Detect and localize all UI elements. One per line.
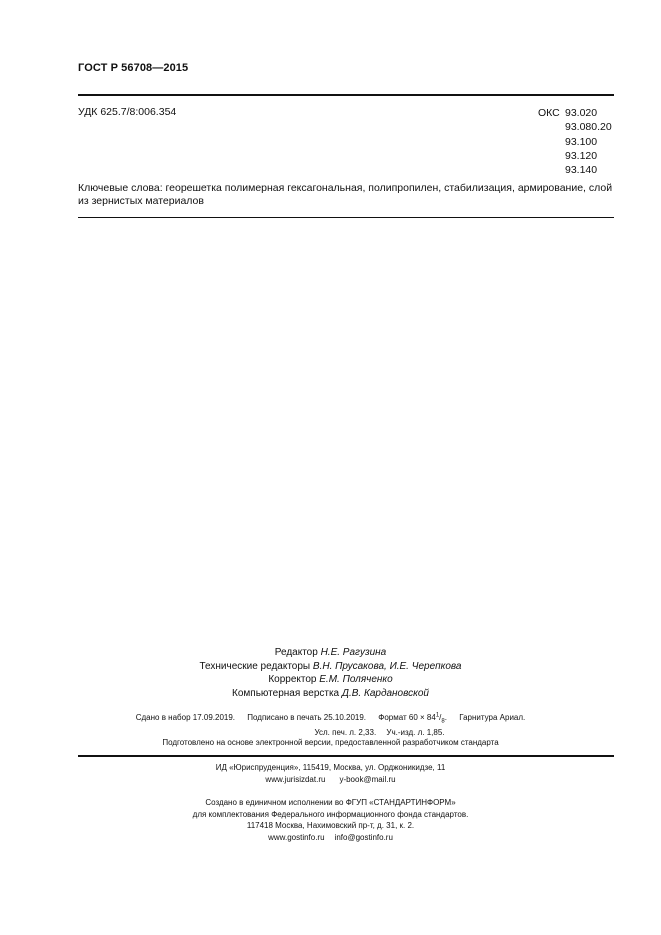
oks-code: 93.080.20 [565,121,612,134]
typeface: Гарнитура Ариал. [459,712,526,722]
submitted-date: Сдано в набор 17.09.2019. [135,712,236,722]
print-sheets: Усл. печ. л. 2,33. [314,728,377,738]
prepared-note: Подготовлено на основе электронной версии, предоставленной разработчиком стандарта [162,738,499,747]
signed-date: Подписано в печать 25.10.2019. [247,712,367,722]
oks-code: 93.140 [565,164,598,177]
print-info [0,709,661,739]
editor-name: Н.Е. Рагузина [320,647,387,658]
editor-line: Редактор Н.Е. Рагузина [274,647,387,658]
footer-divider [78,755,614,757]
tech-editors-line: Технические редакторы В.Н. Прусакова, И.Е. Черепкова [199,660,462,672]
oks-label: ОКС [538,107,560,119]
creator-line-1: Создано в единичном исполнении во ФГУП «СТАНДАРТИНФОРМ» [205,798,456,807]
creator-address: 117418 Москва, Нахимовский пр-т, д. 31, к. 2. [246,821,415,830]
layout-line: Компьютерная верстка Д.В. Кардановской [232,687,429,699]
header-divider [78,94,614,96]
udk-code: УДК 625.7/8:006.354 [78,106,177,118]
keywords-divider [78,217,614,218]
creator-website[interactable]: www.gostinfo.ru [268,832,325,842]
publisher-address: ИД «Юриспруденция», 115419, Москва, ул. Орджоникидзе, 11 [215,763,446,772]
paper-format: Формат $60 \times 84^1/_8$. [378,712,447,725]
oks-code: 93.120 [565,149,598,162]
corrector-line: Корректор Е.М. Поляченко [268,674,393,685]
standard-title: ГОСТ Р 56708—2015 [78,62,189,74]
layout-name: Д.В. Кардановской [341,687,429,699]
creator-email[interactable]: info@gostinfo.ru [334,832,393,842]
credits-block [0,646,661,700]
oks-codes [538,106,612,177]
tech-editors-names: В.Н. Прусакова, И.Е. Черепкова [312,660,462,672]
corrector-name: Е.М. Поляченко [319,674,393,685]
oks-code: 93.020 [565,107,598,119]
publisher-block [0,762,661,786]
creator-line-2: для комплектования Федерального информационного фонда стандартов. [192,809,469,819]
oks-code: 93.100 [565,135,598,148]
publisher-website[interactable]: www.jurisizdat.ru [265,775,326,784]
creator-block [0,797,661,843]
publisher-email[interactable]: y-book@mail.ru [339,775,396,784]
publisher-sheets: Уч.-изд. л. 1,85. [386,728,445,738]
keywords: Ключевые слова: георешетка полимерная гексагональная, полипропилен, стабилизация, армирование, слой из зернистых материалов [78,182,613,207]
